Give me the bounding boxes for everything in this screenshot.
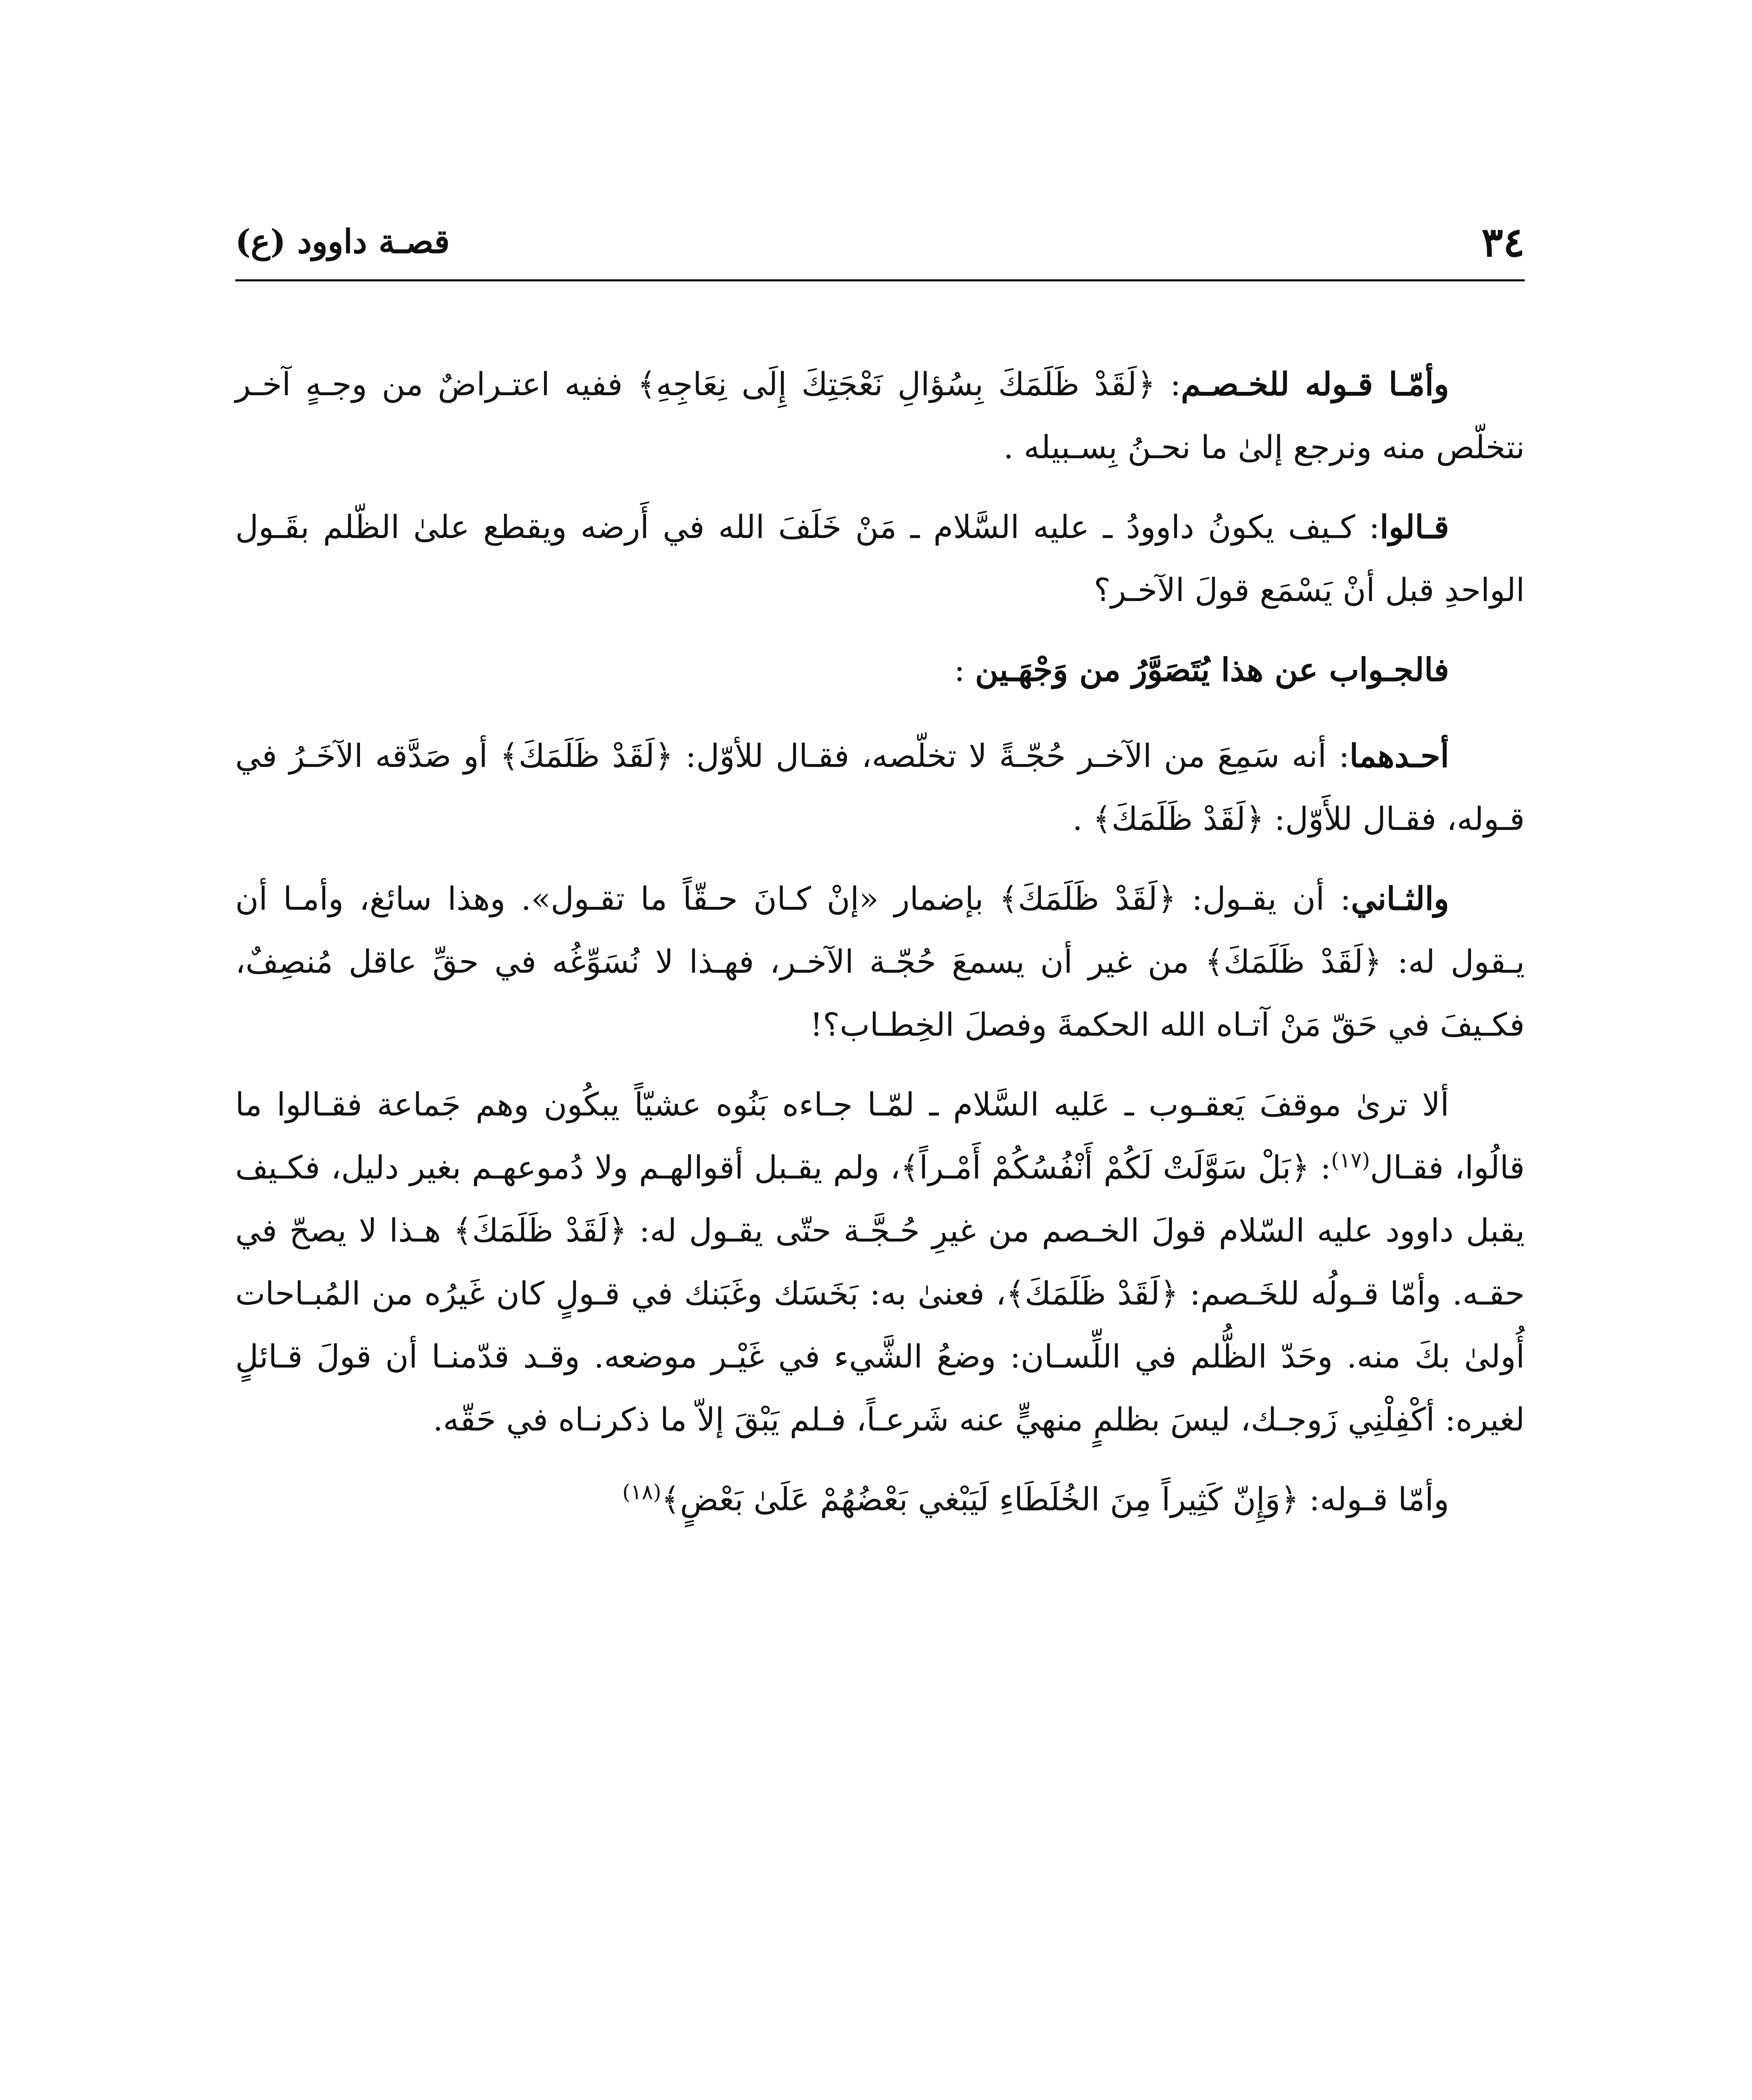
paragraph-text: : كـيف يكونُ داوودُ ـ عليه السَّلام ـ مَنْ خَلَفَ الله في أَرضه ويقطع علىٰ الظّلم بقَـول الواحدِ قبل أنْ يَسْمَع قولَ الآخـر؟	[235, 508, 1525, 609]
paragraph-lead: والثـاني	[1351, 880, 1449, 917]
paragraph-text: وأمّا قـوله: ﴿وَإِنّ كَثِيراً مِنَ الخُلَطَاءِ لَيَبْغي بَعْضُهُمْ عَلَىٰ بَعْضٍ﴾	[661, 1480, 1449, 1518]
paragraph-text: :	[954, 651, 965, 688]
running-head	[235, 218, 1525, 265]
paragraph-lead: قـالوا	[1379, 508, 1449, 546]
paragraph-lead: وأمّـا قـوله للخـصـم	[1181, 365, 1449, 403]
paragraph-text: ألا ترىٰ موقفَ يَعقـوب ـ عَليه السَّلام ـ لمّـا جـاءه بَنُوه عشيّاً يبكُون وهم جَماعة فقـالوا ما قالُوا، فقـال	[235, 1086, 1525, 1186]
header-rule	[235, 279, 1525, 281]
paragraph-lead: أحـدهما	[1349, 737, 1449, 774]
paragraph-1	[235, 353, 1525, 479]
running-title: قصـة داوود (ع)	[235, 223, 450, 261]
paragraph-4	[235, 724, 1525, 850]
paragraph-text: : أنه سَمِعَ من الآخـر حُجّـةً لا تخلّصه، فقـال للأوّل: ﴿لَقَدْ ظَلَمَكَ﴾ أو صَدَّقه الآخَـرُ في قـوله، فقـال للأَوّل: ﴿لَقَدْ ظَلَمَكَ﴾ .	[235, 737, 1525, 837]
paragraph-2	[235, 496, 1525, 622]
body-text	[235, 353, 1525, 1548]
book-page	[235, 0, 1525, 2100]
paragraph-3	[235, 638, 1525, 701]
paragraph-5	[235, 867, 1525, 1056]
paragraph-6	[235, 1073, 1525, 1451]
footnote-ref-18[interactable]: (١٨)	[622, 1480, 662, 1504]
paragraph-lead: فالجـواب عن هذا يُتَصَوَّرُ من وَجْهَـين	[975, 651, 1449, 688]
paragraph-text: : أن يقـول: ﴿لَقَدْ ظَلَمَكَ﴾ بإضمار «إنْ كـانَ حـقّاً ما تقـول». وهذا سائغ، وأمـا أن يـقول له: ﴿لَقَدْ ظَلَمَكَ﴾ من غير أن يسمعَ حُجّـة الآخـر، فهـذا لا نُسَوِّغُه في حقِّ عاقل مُنصِفٌ، فكـيفَ في حَقّ مَنْ آتـاه الله الحكمةَ وفصلَ الخِطـاب؟!	[235, 880, 1525, 1043]
footnote-ref-17[interactable]: (١٧)	[1331, 1148, 1370, 1173]
paragraph-text: : ﴿لَقَدْ ظَلَمَكَ بِسُؤالِ نَعْجَتِكَ إِلَى نِعَاجِهِ﴾ ففيه اعتـراضٌ من وجـهٍ آخـر نتخلّص منه ونرجع إلىٰ ما نحـنُ بِسـبيله .	[235, 365, 1525, 466]
paragraph-7	[235, 1468, 1525, 1531]
paragraph-text-continued: : ﴿بَلْ سَوَّلَتْ لَكُمْ أَنْفُسُكُمْ أَمْـراً﴾، ولم يقـبل أقوالهـم ولا دُموعهـم بغير دليل، فكـيف يقبل داوود عليه السّلام قولَ الخـصم من غيرِ حُـجَّـة حتّى يقـول له: ﴿لَقَدْ ظَلَمَكَ﴾ هـذا لا يصحّ في حقـه. وأمّا قـولُه للخَـصم: ﴿لَقَدْ ظَلَمَكَ﴾، فعنىٰ به: بَخَسَك وغَبَنك في قـولٍ كان غَيرُه من المُبـاحات أُولىٰ بكَ منه. وحَدّ الظُّلم في اللِّسـان: وضعُ الشَّيء في غَيْـر موضعه. وقـد قدّمنـا أن قولَ قـائلٍ لغيره: أكْفِلْنِي زَوجـك، ليسَ بظلمٍ منهيٍّ عنه شَرعـاً، فـلم يَبْقَ إلاّ ما ذكرنـاه في حَقّه.	[235, 1149, 1525, 1438]
page-number: ٣٤	[1481, 218, 1525, 266]
